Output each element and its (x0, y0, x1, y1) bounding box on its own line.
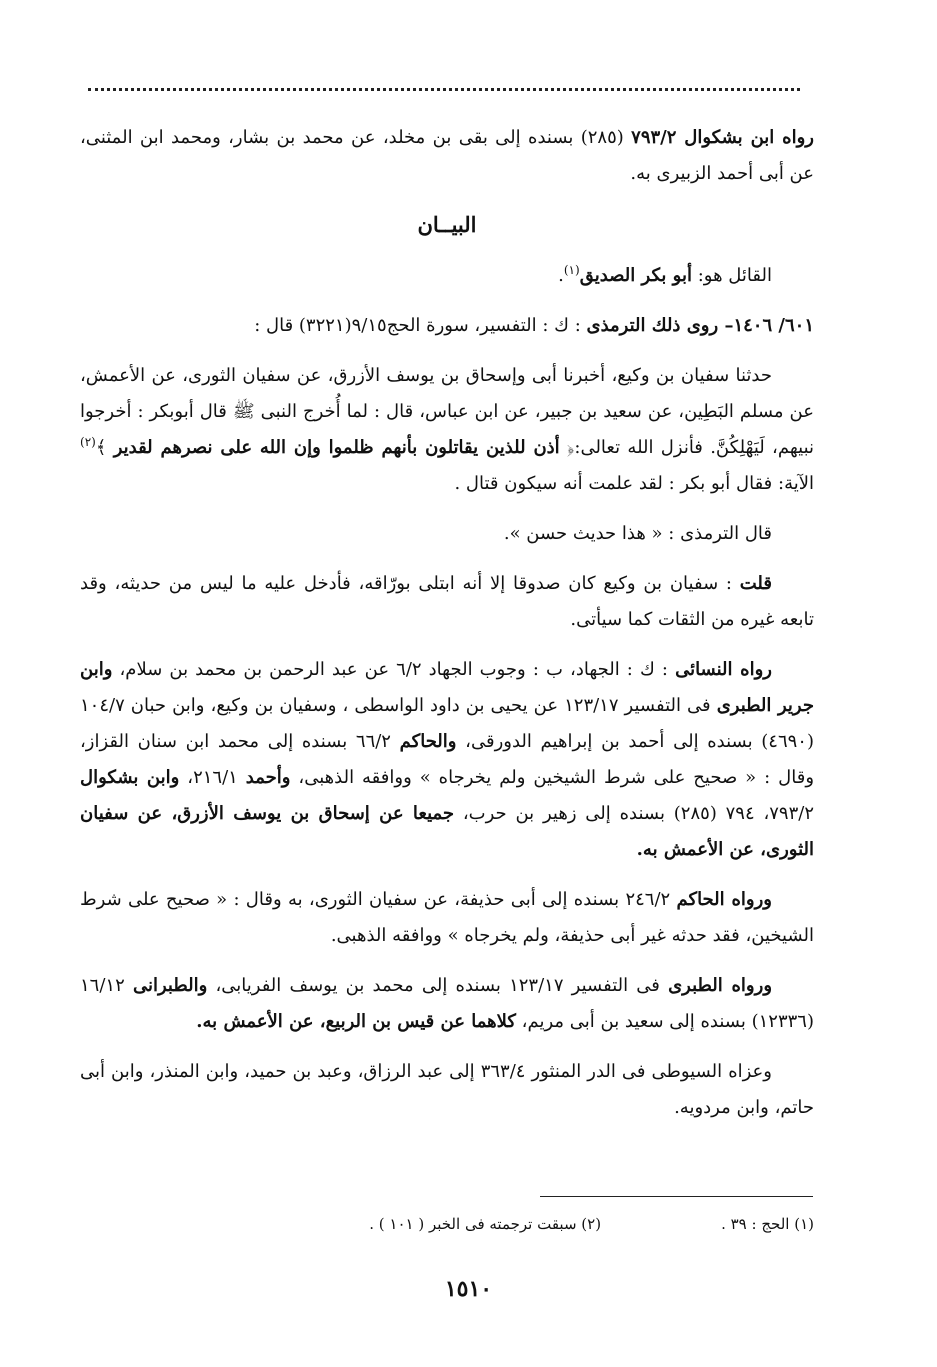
footnote-rule (540, 1196, 813, 1197)
top-dotted-rule (88, 88, 800, 91)
speaker-prefix: القائل هو: (691, 265, 772, 286)
body-paragraphs (80, 308, 814, 1126)
paragraph-p3 (80, 358, 814, 502)
page-number: ١٥١٠ (444, 1276, 493, 1302)
text-segment: ﴾ (95, 437, 114, 458)
speaker-line (80, 258, 814, 294)
paragraph-p5 (80, 566, 814, 638)
text-segment: ورواه الطبرى (668, 975, 773, 996)
text-segment: وابن بشكوال (80, 767, 180, 788)
text-segment: (٢٨٥) بسنده إلى بقى بن مخلد، عن محمد بن بشار، ومحمد ابن المثنى، عن أبى أحمد الزبيرى به. (80, 127, 814, 184)
text-segment: ٦٠١/ ١٤٠٦– روى ذلك الترمذى (586, 315, 814, 336)
text-segment: أذن للذين يقاتلون بأنهم ظلموا وإن الله على نصرهم لقدير (113, 437, 560, 458)
text-segment: رواه ابن بشكوال ٧٩٣/٢ (631, 127, 814, 148)
text-segment: الآية: فقال أبو بكر : لقد علمت أنه سيكون قتال . (454, 473, 814, 494)
paragraph-p7 (80, 882, 814, 954)
main-text (80, 120, 814, 1140)
paragraph-p2 (80, 308, 814, 344)
text-segment: وأحمد (245, 767, 291, 788)
paragraph-p8 (80, 968, 814, 1040)
text-segment: حدثنا سفيان بن وكيع، أخبرنا أبى وإسحاق بن يوسف الأزرق، عن سفيان الثورى، عن الأعمش، عن مسلم البَطِين، عن سعيد بن جبير، عن ابن عباس، قال : لما أُخرج النبى ﷺ قال أبوبكر : أخرجوا نبيهم، لَيَهْلِكُنَّ. فأنزل الله تعالى:﴿ (80, 365, 815, 458)
footnote-ref: (١) (563, 263, 580, 277)
text-segment: والطبرانى (132, 975, 208, 996)
speaker-name: أبو بكر الصديق (579, 265, 692, 286)
section-heading: البيــان (417, 212, 477, 237)
text-segment: والحاكم (399, 731, 457, 752)
text-segment: فى التفسير ١٢٣/١٧ بسنده إلى محمد بن يوسف الفريابى، (207, 975, 669, 996)
text-segment: ٧٩٣/٢، ٧٩٤ (٢٨٥) بسنده إلى زهير بن حرب، (454, 803, 815, 824)
text-segment: فى التفسير ١٢٣/١٧ عن يحيى بن داود الواسطى ، وسفيان بن وكيع، وابن حبان ١٠٤/٧ (٤٦٩٠) بسنده إلى أحمد بن إبراهيم الدورقى، (80, 695, 814, 752)
text-segment: رواه النسائى (675, 659, 772, 680)
paragraph-p9 (80, 1054, 814, 1126)
text-segment: ١٦/١٢ (١٢٣٣٦) بسنده إلى سعيد بن أبى مريم، (80, 975, 814, 1032)
text-segment: قال الترمذى : « هذا حديث حسن ». (503, 523, 772, 544)
footnote-2: (٢) سبقت ترجمته فى الخبر ( ١٠١ ) . (369, 1215, 602, 1233)
text-segment: وعزاه السيوطى فى الدر المنثور ٣٦٣/٤ إلى عبد الرزاق، وعبد بن حميد، وابن المنذر، وابن أبى حاتم، وابن مردويه. (80, 1061, 814, 1118)
text-segment: : ك : التفسير، سورة الحج٩/١٥(٣٢٢١) قال : (254, 315, 587, 336)
speaker-suffix: . (558, 265, 564, 286)
text-segment: ٢١٦/١، (179, 767, 246, 788)
text-segment: كلاهما عن قيس بن الربيع، عن الأعمش به. (196, 1011, 516, 1032)
paragraph-p1 (80, 120, 814, 192)
text-segment: وابن جرير الطبرى (80, 659, 814, 716)
text-segment: قلت (739, 573, 772, 594)
text-segment: : ك : الجهاد، ب : وجوب الجهاد ٦/٢ عن عبد الرحمن بن محمد بن سلام، (112, 659, 676, 680)
text-segment: ٦٦/٢ بسنده إلى محمد ابن سنان القزاز، وقال : « صحيح على شرط الشيخين ولم يخرجاه » ووافقه الذهبى، (80, 731, 815, 788)
footnote-ref: (٢) (80, 435, 96, 449)
footnote-1: (١) الحج : ٣٩ . (721, 1215, 814, 1233)
text-segment: ٢٤٦/٢ بسنده إلى أبى حذيفة، عن سفيان الثورى، به وقال : « صحيح على شرط الشيخين، فقد حدثه غير أبى حذيفة، ولم يخرجاه » ووافقه الذهبى. (80, 889, 814, 946)
footnotes (80, 1210, 814, 1238)
text-segment: جميعا عن إسحاق بن يوسف الأزرق، عن سفيان الثورى، عن الأعمش به. (80, 803, 814, 860)
paragraph-p4 (80, 516, 814, 552)
text-segment: : سفيان بن وكيع كان صدوقا إلا أنه ابتلى بورّاقه، فأدخل عليه ما ليس من حديثه، وقد تابعه غيره من الثقات كما سيأتى. (80, 573, 814, 630)
text-segment: ورواه الحاكم (676, 889, 772, 910)
paragraph-p6 (80, 652, 814, 868)
